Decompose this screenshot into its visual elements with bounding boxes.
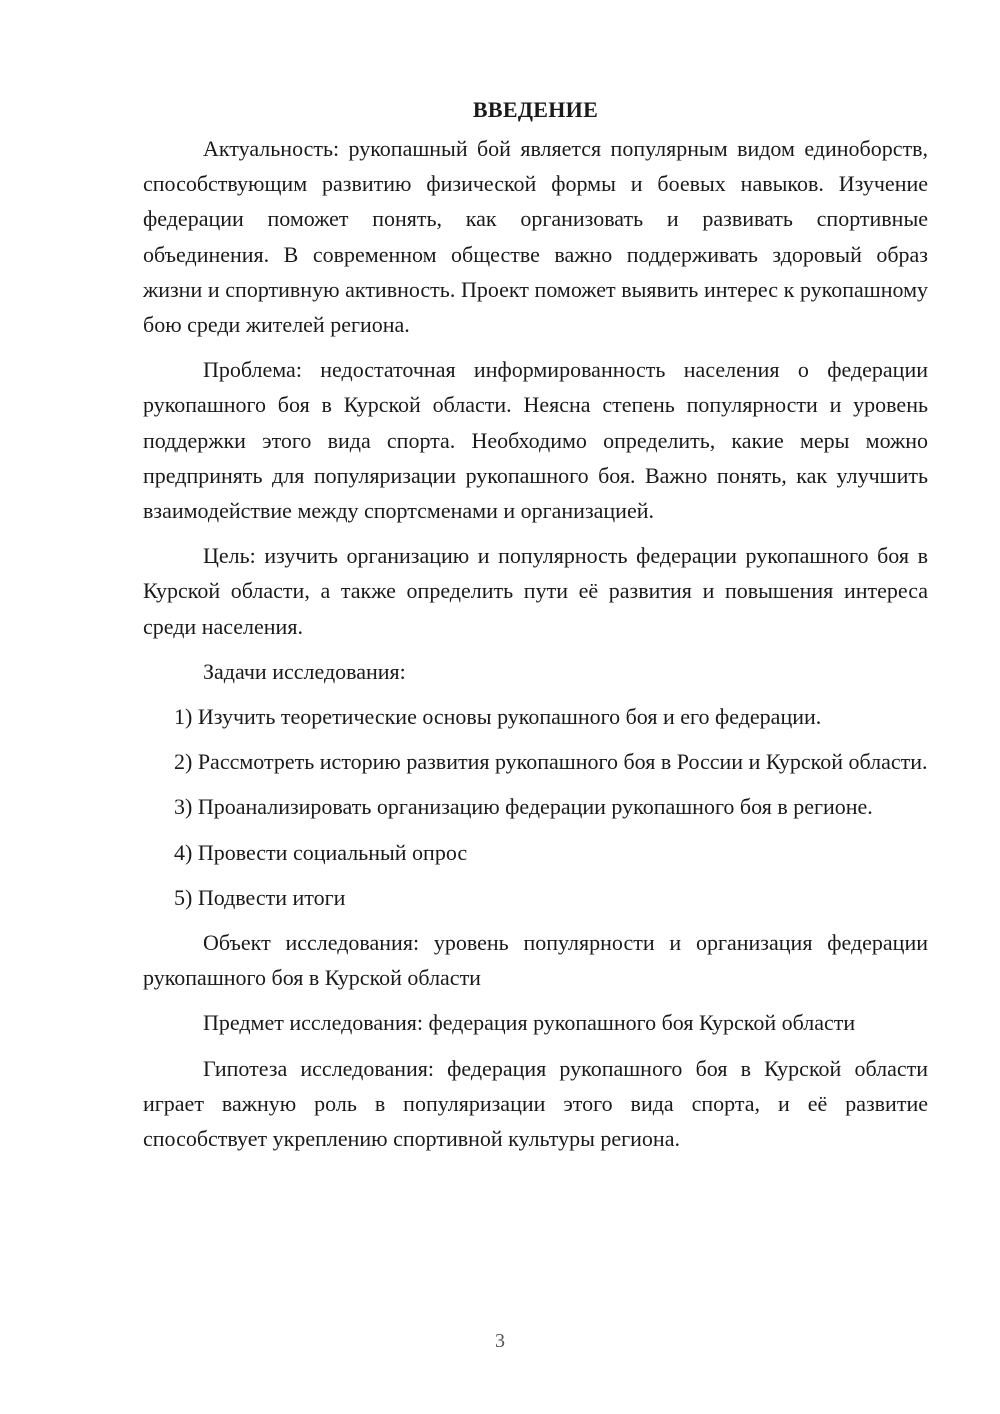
task-item-2: 2) Рассмотреть историю развития рукопашного боя в России и Курской области.: [174, 749, 928, 775]
task-item-1: 1) Изучить теоретические основы рукопашного боя и его федерации.: [174, 704, 822, 730]
problem-paragraph: Проблема: недостаточная информированность населения о федерации рукопашного боя в Курской области. Неясна степень популярности и уровень поддержки этого вида спорта. Необходимо определить, какие меры можно предпринять для популяризации рукопашного боя. Важно понять, как улучшить взаимодействие между спортсменами и организацией.: [143, 357, 928, 524]
task-item-4: 4) Провести социальный опрос: [174, 839, 468, 865]
object-paragraph: Объект исследования: уровень популярности и организация федерации рукопашного боя в Курской области: [143, 930, 928, 991]
task-item-5: 5) Подвести итоги: [174, 884, 346, 910]
subject-paragraph: Предмет исследования: федерация рукопашного боя Курской области: [203, 1010, 856, 1036]
goal-paragraph: Цель: изучить организацию и популярность федерации рукопашного боя в Курской области, а также определить пути её развития и повышения интереса среди населения.: [143, 543, 928, 639]
page-title: ВВЕДЕНИЕ: [472, 97, 599, 122]
tasks-heading: Задачи исследования:: [203, 658, 406, 684]
page-number: 3: [495, 1330, 505, 1352]
hypothesis-paragraph: Гипотеза исследования: федерация рукопашного боя в Курской области играет важную роль в популяризации этого вида спорта, и её развитие способствует укреплению спортивной культуры региона.: [143, 1055, 928, 1152]
document-page: [143, 92, 928, 1166]
task-item-3: 3) Проанализировать организацию федерации рукопашного боя в регионе.: [174, 794, 873, 820]
relevance-paragraph: Актуальность: рукопашный бой является популярным видом единоборств, способствующим развитию физической формы и боевых навыков. Изучение федерации поможет понять, как организовать и развивать спортивные объединения. В современном обществе важно поддерживать здоровый образ жизни и спортивную активность. Проект поможет выявить интерес к рукопашному бою среди жителей региона.: [143, 136, 928, 338]
